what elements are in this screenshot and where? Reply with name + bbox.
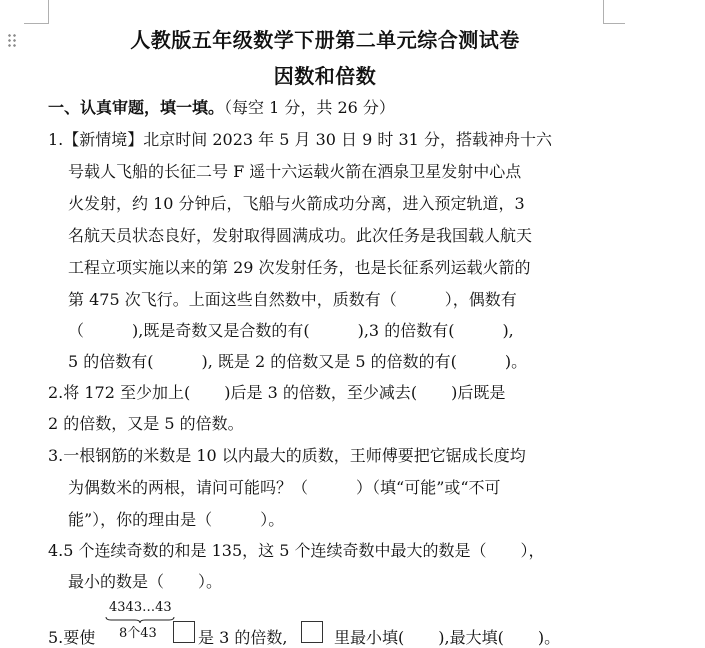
paren-close: ）。 xyxy=(198,572,223,591)
q4-max-prompt: 4.5 个连续奇数的和是 135，这 5 个连续奇数中最大的数是（ xyxy=(48,541,487,560)
q1-line-1 xyxy=(48,130,552,150)
q4-line-1 xyxy=(48,541,545,561)
section-score-note: （每空 1 分，共 26 分） xyxy=(224,98,395,117)
q3-possible-prompt: 为偶数米的两根，请问可能吗？（ xyxy=(68,478,309,497)
q3-line-2 xyxy=(68,478,501,498)
q1-line-3: 火发射，约 10 分钟后，飞船与火箭成功分离，进入预定轨道，3 xyxy=(68,194,525,213)
q1-line-4: 名航天员状态良好，发射取得圆满成功。此次任务是我国载人航天 xyxy=(68,226,533,245)
q1-prime-prompt: 第 475 次飞行。上面这些自然数中，质数有（ xyxy=(68,290,397,309)
paren-close: ）， xyxy=(520,541,545,560)
paren-open: （ xyxy=(68,321,85,340)
q2-tail: )后既是 xyxy=(451,383,506,402)
section-heading-text: 一、认真审题，填一填。 xyxy=(48,98,225,117)
q2-subtract-prompt: )后是 3 的倍数，至少减去( xyxy=(224,383,418,402)
q1-line-5: 工程立项实施以来的第 29 次发射任务，也是长征系列运载火箭的 xyxy=(68,258,531,277)
q1-multiple-5-prompt: 5 的倍数有( xyxy=(68,352,154,371)
q1-multiple-3-prompt: ),3 的倍数有( xyxy=(357,321,455,340)
paren-close: ）。 xyxy=(260,510,285,529)
q2-add-prompt: 2.将 172 至少加上( xyxy=(48,383,191,402)
q1-line-8 xyxy=(68,352,527,372)
document-subtitle: 因数和倍数 xyxy=(273,64,377,88)
section-heading xyxy=(48,98,395,118)
q4-line-2 xyxy=(68,572,222,592)
q1-odd-composite-prompt: ),既是奇数又是合数的有( xyxy=(132,321,310,340)
answer-box[interactable] xyxy=(173,621,195,643)
document-title: 人教版五年级数学下册第二单元综合测试卷 xyxy=(130,28,520,52)
crop-mark-top-right xyxy=(603,0,604,24)
q5-text xyxy=(198,628,287,648)
paren-close: )。 xyxy=(537,628,561,647)
q1-line-7 xyxy=(68,321,514,341)
repeated-number-expression xyxy=(105,598,181,640)
q3-reason-prompt: 能”），你的理由是（ xyxy=(68,510,213,529)
q1-number: 1. xyxy=(48,130,64,149)
q5-tail xyxy=(334,628,560,648)
paren-close: ), xyxy=(502,321,514,340)
q1-multiple-2-and-5-prompt: ), 既是 2 的倍数又是 5 的倍数的有( xyxy=(201,352,457,371)
q1-line-2: 号载人飞船的长征二号 F 遥十六运载火箭在酒泉卫星发射中心点 xyxy=(68,162,522,181)
q1-text: 北京时间 2023 年 5 月 30 日 9 时 31 分，搭载神舟十六 xyxy=(143,130,552,149)
q3-line-3 xyxy=(68,510,284,530)
crop-mark-top-left xyxy=(48,0,49,24)
q5-multiple-3-text: 是 3 的倍数, xyxy=(198,628,288,647)
repeated-number: 4343…43 xyxy=(109,600,172,615)
q4-min-prompt: 最小的数是（ xyxy=(68,572,165,591)
q3-line-1: 3.一根钢筋的米数是 10 以内最大的质数，王师傅要把它锯成长度均 xyxy=(48,446,526,465)
q3-fill-hint: ）（填“可能”或“不可 xyxy=(356,478,501,497)
q1-line-6 xyxy=(68,290,517,310)
q5-max-prompt: ),最大填( xyxy=(438,628,504,647)
answer-box[interactable] xyxy=(301,621,323,643)
q1-tag: 【新情境】 xyxy=(63,130,144,149)
q1-even-prompt: ），偶数有 xyxy=(444,290,517,309)
paren-close: )。 xyxy=(504,352,528,371)
q2-line-2: 2 的倍数，又是 5 的倍数。 xyxy=(48,414,244,433)
q5-prefix: 5.要使 xyxy=(48,628,96,647)
q5-min-prompt: 里最小填( xyxy=(334,628,405,647)
repeat-count: 8个43 xyxy=(119,626,157,641)
q2-line-1 xyxy=(48,383,505,403)
